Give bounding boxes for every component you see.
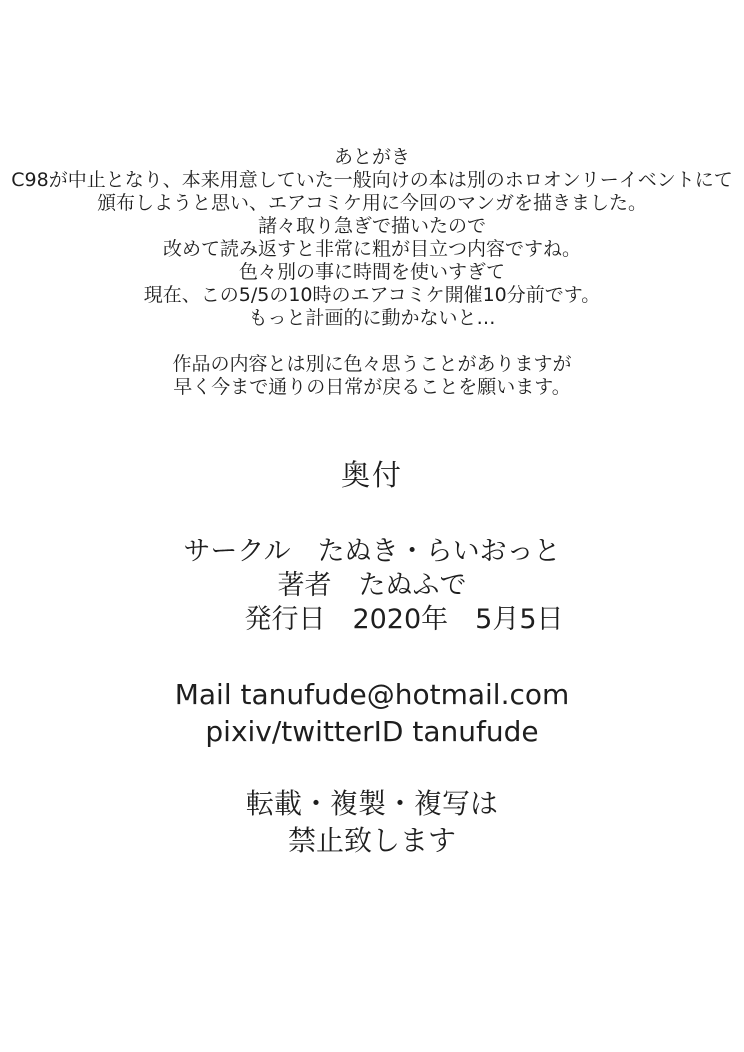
afterword-line: 改めて読み返すと非常に粗が目立つ内容ですね。 (162, 238, 581, 260)
social-id-line: pixiv/twitterID tanufude (205, 715, 539, 748)
afterword-line: 色々別の事に時間を使いすぎて (238, 261, 505, 283)
mail-line: Mail tanufude@hotmail.com (174, 678, 570, 711)
notice-line: 転載・複製・複写は (245, 787, 498, 820)
publish-date-line: 発行日 2020年 5月5日 (244, 604, 564, 635)
afterword-line: もっと計画的に動かないと… (248, 307, 496, 329)
afterword-line: 現在、この5/5の10時のエアコミケ開催10分前です。 (143, 284, 601, 306)
afterword-title: あとがき (333, 146, 410, 168)
afterword-line: 頒布しようと思い、エアコミケ用に今回のマンガを描きました。 (96, 192, 648, 214)
afterword-closing-line: 作品の内容とは別に色々思うことがありますが (172, 353, 572, 375)
notice-line: 禁止致します (287, 824, 456, 857)
notice-section (0, 785, 744, 859)
colophon-section (0, 458, 744, 492)
contact-section (0, 676, 744, 750)
author-line: 著者 たぬふで (277, 570, 467, 601)
colophon-title: 奥付 (340, 458, 403, 492)
afterword-closing-line: 早く今まで通りの日常が戻ることを願います。 (173, 376, 571, 398)
afterword-line: C98が中止となり、本来用意していた一般向けの本は別のホロオンリーイベントにて (11, 169, 733, 191)
afterword-section (0, 146, 744, 330)
circle-name-line: サークル たぬき・らいおっと (183, 536, 561, 567)
colophon-info-section (0, 535, 744, 637)
afterword-line: 諸々取り急ぎで描いたので (257, 215, 486, 237)
afterword-closing-section (0, 353, 744, 399)
